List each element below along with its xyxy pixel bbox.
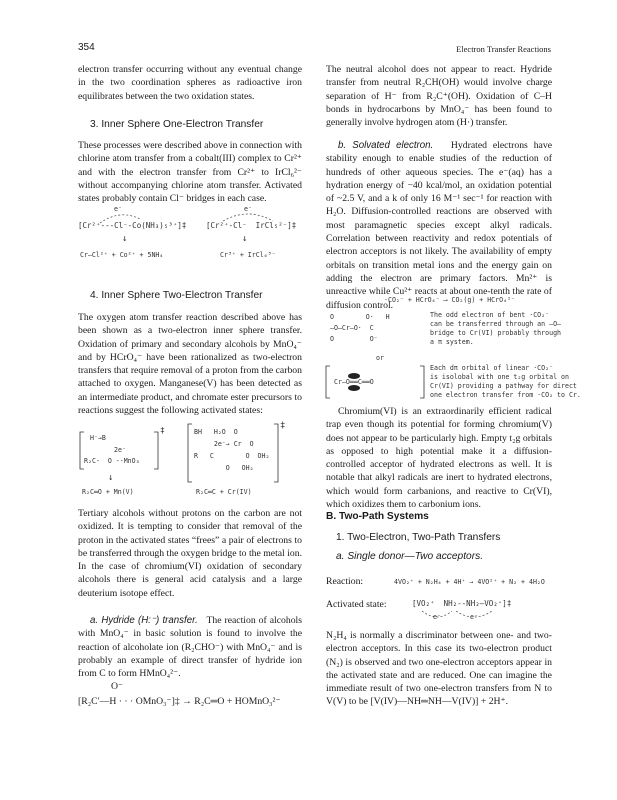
- reaction-equation: 4VO₂⁺ + N₂H₄ + 4H⁺ → 4VO²⁺ + N₂ + 4H₂O: [394, 578, 545, 586]
- down-arrow: ↓: [108, 473, 114, 483]
- heading-two-electron-two-path: 1. Two-Electron, Two-Path Transfers: [336, 532, 501, 543]
- hydride-to-base: H⁻→B: [90, 434, 106, 442]
- activated-state-label: Activated state:: [326, 599, 387, 610]
- chromate-ester-line: O OH₂: [194, 464, 254, 472]
- product-manganese: R₂C═O + Mn(V): [82, 488, 134, 496]
- reaction-label: Reaction:: [326, 576, 364, 587]
- solvated-text: Hydrated electrons have stability enough to enable studies of the reduction of hundreds of other aqueous species. The e⁻(aq) has a hydration energy of −40 kcal/mol, an oxidation potential of ~2.5 V, and a k of only 16 M⁻¹ sec⁻¹ for reaction with H₂O. Diffusion-controlled reactions are observed with most paramagnetic species except alkyl radicals. Correlation between reactivity and redox potentials of electron acceptors is not likely. The availability of empty orbitals on transition metal ions and the energy gain on adding the electron are primary factors. Mn²⁺ is unreactive while Cu²⁺ reacts at about one-tenth the rate of diffusion control.: [326, 140, 552, 311]
- heading-inner-sphere-one-electron: 3. Inner Sphere One-Electron Transfer: [90, 119, 264, 130]
- hydride-text: The reaction of alcohols with MnO₄⁻ in basic solution is found to involve the reaction of alcoholate ion (R₂CHO⁻) with MnO₄⁻ and is probably an example of direct transfer of hydride ion from C to form HMnO₄²⁻.: [78, 615, 302, 680]
- note-linear-co2: Each dπ orbital of linear ·CO₂⁻ is isolobal with one t₂g orbital on Cr(VI) providing a pathway for direct one electron transfer from ·CO₂ to Cr.: [430, 364, 581, 399]
- down-arrow: ↓: [242, 234, 248, 244]
- or-label: or: [376, 354, 384, 362]
- subheading-solvated-electron: b. Solvated electron.: [338, 140, 434, 151]
- chromate-ester-line: 2e⁻→ Cr O: [194, 440, 254, 448]
- scheme-chloride-bridge: [78, 205, 302, 265]
- equation-rhs: R₂C═O + HOMnO₃²⁻: [194, 696, 281, 707]
- paragraph-tertiary-alcohols: Tertiary alcohols without protons on the carbon are not oxidized. It is tempting to consider that removal of the proton in the activated states “frees” a pair of electrons to be transferred through the oxygen bridge to the metal ion. In the case of chromium(VI) oxidation of secondary alcohols there is general acid catalysis and a large deuterium isotope effect.: [78, 508, 302, 599]
- equation-lhs: [R₂C′—H · · · OMnO₃⁻]‡: [78, 696, 180, 707]
- paragraph-hydrazine: N₂H₄ is normally a discriminator between one- and two-electron acceptors. In this case its two-electron product (N₂) is observed and two one-electron acceptors appear in the activated state and are reduced. One can imagine the immediate result of two one-electron transfers from N to V(V) to be [V(IV)—NH═NH—V(IV)] + 2H⁺.: [326, 630, 552, 708]
- paragraph-solvated-electron: [326, 139, 552, 312]
- chromate-ester-line: R C O OH₂: [194, 452, 270, 460]
- heading-single-donor: a. Single donor—Two acceptors.: [336, 551, 484, 562]
- activated-state-cobalt: [Cr²⁺---Cl⁻-Co(NH₃)₅³⁺]‡: [78, 221, 187, 230]
- paragraph-chromium: Chromium(VI) is an extraordinarily efficient radical trap even though its potential for forming chromium(V) does not appear to be particularly high. Empty t₂g orbitals as opposed to high potential make it a diffusion-controlled acceptor of hydrated electrons as well. It is notable that alkyl radicals are inert to hydrated electrons, which would form carbanions, and reactive to Cr(VI), which oxidizes them to carbonium ions.: [326, 406, 552, 511]
- product-chromium: R₂C═C + Cr(IV): [196, 488, 252, 496]
- double-dagger: ‡: [160, 426, 165, 435]
- product-iridium: Cr³⁺ + IrCl₆³⁻: [220, 251, 276, 259]
- paragraph-intro: electron transfer occurring without any eventual change in the two coordination spheres as radioactive iron equilibrates between the two oxidation states.: [78, 64, 302, 102]
- scheme-alcohol-oxidation: [78, 422, 302, 502]
- paragraph-two-electron: The oxygen atom transfer reaction described above has been shown as a two-electron inner sphere transfer. Oxidation of primary and secondary alcohols by MnO₄⁻ and by HCrO₄⁻ have been rationalized as two-electron transfers that require removal of a proton from the carbon attached to oxygen. Manganese(V) has been detected as an intermediate product, and chromate ester precursors to reactions suggest the following activated states:: [78, 312, 302, 417]
- bent-co2-structure: O O· H –O—Cr—O· C O O⁻: [330, 313, 390, 343]
- activated-state-iridium: [Cr²⁺-Cl⁻ IrCl₅²⁻]‡: [206, 221, 297, 230]
- scheme-co2-radical: [326, 296, 581, 406]
- equation-oxide-label: O⁻: [111, 681, 124, 692]
- paragraph-one-electron: These processes were described above in connection with chlorine atom transfer from a cobalt(III) complex to Cr²⁺ and with the electron transfer from Cr²⁺ to IrCl₆²⁻ without accompanying chlorine atom transfer. Activated states probably contain Cl⁻ bridges in each case.: [78, 140, 302, 205]
- heading-inner-sphere-two-electron: 4. Inner Sphere Two-Electron Transfer: [90, 290, 263, 301]
- equation-arrow: →: [182, 696, 192, 707]
- manganate-ester: R₂C- O --MnO₃: [84, 457, 140, 465]
- electron-label: e⁻: [470, 613, 478, 621]
- arrow-label-e: e⁻: [114, 205, 122, 213]
- activated-state-equation: [VO₂⁺ NH₂--NH₂—VO₂⁺]‡: [412, 599, 512, 608]
- paragraph-neutral-alcohol: The neutral alcohol does not appear to react. Hydride transfer from neutral R₂CH(OH) would involve charge separation of H⁻ from R₂C⁺(OH). Oxidation of C–H bonds in hydrocarbons by MnO₄⁻ has been found to generally involve hydrogen atom (H·) transfer.: [326, 64, 552, 129]
- running-title: Electron Transfer Reactions: [456, 44, 551, 54]
- double-dagger: ‡: [280, 421, 286, 431]
- subheading-hydride: a. Hydride (H:⁻) transfer.: [90, 615, 198, 626]
- down-arrow: ↓: [122, 234, 128, 244]
- heading-two-path-systems: B. Two-Path Systems: [326, 511, 429, 522]
- chromate-ester-line: BH H₂O O: [194, 428, 238, 436]
- arrow-label-e: e⁻: [244, 205, 252, 213]
- electron-label: e⁻: [433, 613, 441, 621]
- page-number: 354: [78, 42, 95, 53]
- product-cobalt: Cr–Cl²⁺ + Co²⁺ + 5NH₄: [80, 251, 164, 259]
- co2-reaction: ·CO₂⁻ + HCrO₄⁻ ⟶ CO₂(g) + HCrO₄²⁻: [384, 296, 516, 304]
- electron-flow-arrows: [412, 605, 522, 625]
- linear-co2-structure: Cr—O══C══O: [334, 378, 374, 386]
- two-electron-label: 2e⁻: [114, 446, 126, 454]
- equation-hydride: [78, 696, 281, 707]
- paragraph-hydride-transfer: [78, 614, 302, 680]
- note-bent-co2: The odd electron of bent ·CO₂⁻ can be transferred through an –O– bridge to Cr(VI) probably through a π system.: [430, 311, 562, 346]
